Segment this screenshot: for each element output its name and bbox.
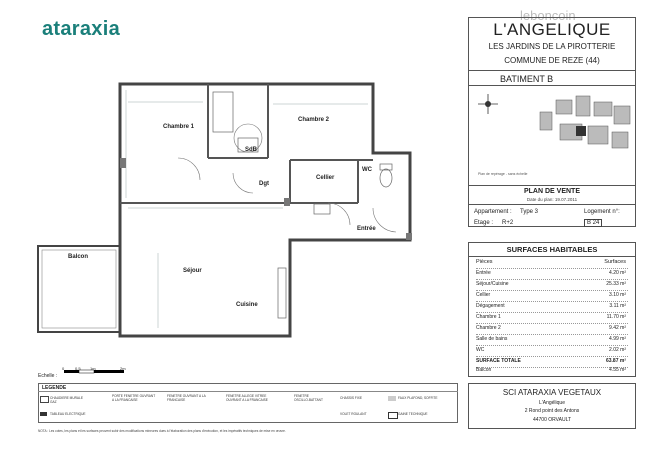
surface-total-label: SURFACE TOTALE [476, 358, 521, 364]
surface-piece: Salle de bains [476, 336, 508, 342]
project-title: L'ANGELIQUE [493, 20, 611, 39]
room-wc: WC [362, 167, 372, 173]
legend-item: PORTE FENETRE OUVRANT A LA FRANCAISE [112, 394, 156, 402]
surface-piece: Chambre 2 [476, 325, 501, 331]
plan-title: PLAN DE VENTE [523, 188, 580, 195]
room-sejour: Séjour [183, 268, 202, 274]
surface-row [476, 314, 628, 324]
outer-wall [120, 84, 410, 336]
appartement-value: Type 3 [520, 209, 539, 215]
surface-balcon-value: 4.55 m² [609, 367, 626, 373]
surface-balcon-label: Balcon [476, 367, 492, 373]
legend-item: FENETRE ALLEGE VITREE OUVRANT A LA FRANCAISE [226, 394, 268, 402]
surface-row [476, 336, 628, 346]
duct-icon [388, 412, 398, 419]
legend-item: CHAUDIERE MURALE GAZ [50, 396, 83, 404]
surface-total-value: 63.87 m² [605, 358, 626, 364]
surfaces-header [476, 259, 628, 269]
surface-row [476, 292, 628, 302]
surface-value: 4.99 m² [609, 336, 626, 342]
surface-row [476, 347, 628, 357]
scale-tick-2m: 2m [120, 366, 126, 371]
compass-icon [476, 92, 500, 116]
surface-piece: WC [476, 347, 485, 353]
etage-value: R+2 [502, 220, 514, 226]
site-plan-note: Plan de repérage - sans échelle [478, 172, 528, 176]
legend-note: NOTA : Les cotes, les plans et les surfaces peuvent subir des modifications mineures dues à l'élaboration des plans d'exécution, et les impératifs techniques de mise en œuvre. [38, 429, 286, 433]
surfaces-title: SURFACES HABITABLES [506, 245, 598, 254]
boiler-icon [40, 396, 49, 403]
site-plan-map [536, 92, 634, 162]
panel-icon [40, 412, 47, 416]
batiment-label: BATIMENT B [500, 74, 554, 84]
surface-value: 2.02 m² [609, 347, 626, 353]
surface-balcon-row [476, 367, 628, 376]
scale-tick-05: 0.5 [75, 366, 81, 371]
leboncoin-watermark: leboncoin [520, 8, 576, 23]
legend-item: GAINE TECHNIQUE [398, 412, 428, 416]
legend-item: FAUX PLAFOND, SOFFITE [398, 396, 438, 400]
surface-value: 4.20 m² [609, 270, 626, 276]
legend-item: VOLET ROULANT [340, 412, 367, 416]
surface-piece: Dégagement [476, 303, 505, 309]
room-dgt: Dgt [259, 181, 269, 187]
legend-item: FENETRE OUVRANT A LA FRANCAISE [167, 394, 206, 402]
room-cuisine: Cuisine [236, 302, 258, 308]
surface-row [476, 325, 628, 335]
scale-label: Echelle : [38, 373, 58, 379]
surface-value: 3.10 m² [609, 292, 626, 298]
surface-value: 11.70 m² [606, 314, 626, 320]
etage-label: Etage : [474, 220, 494, 226]
room-balcon: Balcon [68, 254, 89, 260]
ataraxia-logo: ataraxia [42, 18, 121, 40]
room-sdb: SdB [245, 147, 257, 153]
sci-name: SCI ATARAXIA VEGETAUX [502, 388, 602, 397]
room-chambre-1: Chambre 1 [163, 124, 195, 130]
room-chambre-2: Chambre 2 [298, 117, 330, 123]
logement-label: Logement n°: [584, 209, 620, 215]
legend-item: TABLEAU ELECTRIQUE [50, 412, 86, 416]
surface-row [476, 281, 628, 291]
room-cellier: Cellier [316, 175, 335, 181]
plan-date: Date du plan: 19.07.2011 [526, 197, 578, 202]
surface-row [476, 303, 628, 313]
sci-line2: 2 Rond point des Antons [524, 408, 580, 414]
project-subtitle: LES JARDINS DE LA PIROTTERIE [488, 42, 616, 51]
sci-line1: L'Angélique [539, 400, 565, 406]
appartement-label: Appartement : [474, 209, 512, 215]
room-entree: Entrée [357, 226, 376, 232]
col-surfaces: Surfaces [604, 259, 626, 265]
legend-item: CHASSIS FIXE [340, 396, 362, 400]
surface-value: 25.33 m² [606, 281, 626, 287]
scale-tick-1m: 1m [90, 366, 96, 371]
surface-piece: Cellier [476, 292, 491, 298]
sci-line3: 44700 ORVAULT [532, 417, 572, 423]
ceiling-icon [388, 396, 396, 401]
surface-value: 3.11 m² [609, 303, 626, 309]
surface-row [476, 270, 628, 280]
surface-value: 9.42 m² [609, 325, 626, 331]
surface-piece: Entrée [476, 270, 491, 276]
surface-piece: Chambre 1 [476, 314, 501, 320]
legend-item: FENETRE OSCILLO-BATTANT [294, 394, 323, 402]
logement-badge: B 24 [584, 219, 602, 227]
col-pieces: Pièces [476, 259, 493, 265]
project-commune: COMMUNE DE REZE (44) [504, 56, 600, 65]
legend-title: LEGENDE [42, 385, 67, 391]
floor-plan [28, 78, 448, 368]
surface-piece: Séjour/Cuisine [476, 281, 509, 287]
scale-tick-0: 0 [62, 366, 65, 371]
